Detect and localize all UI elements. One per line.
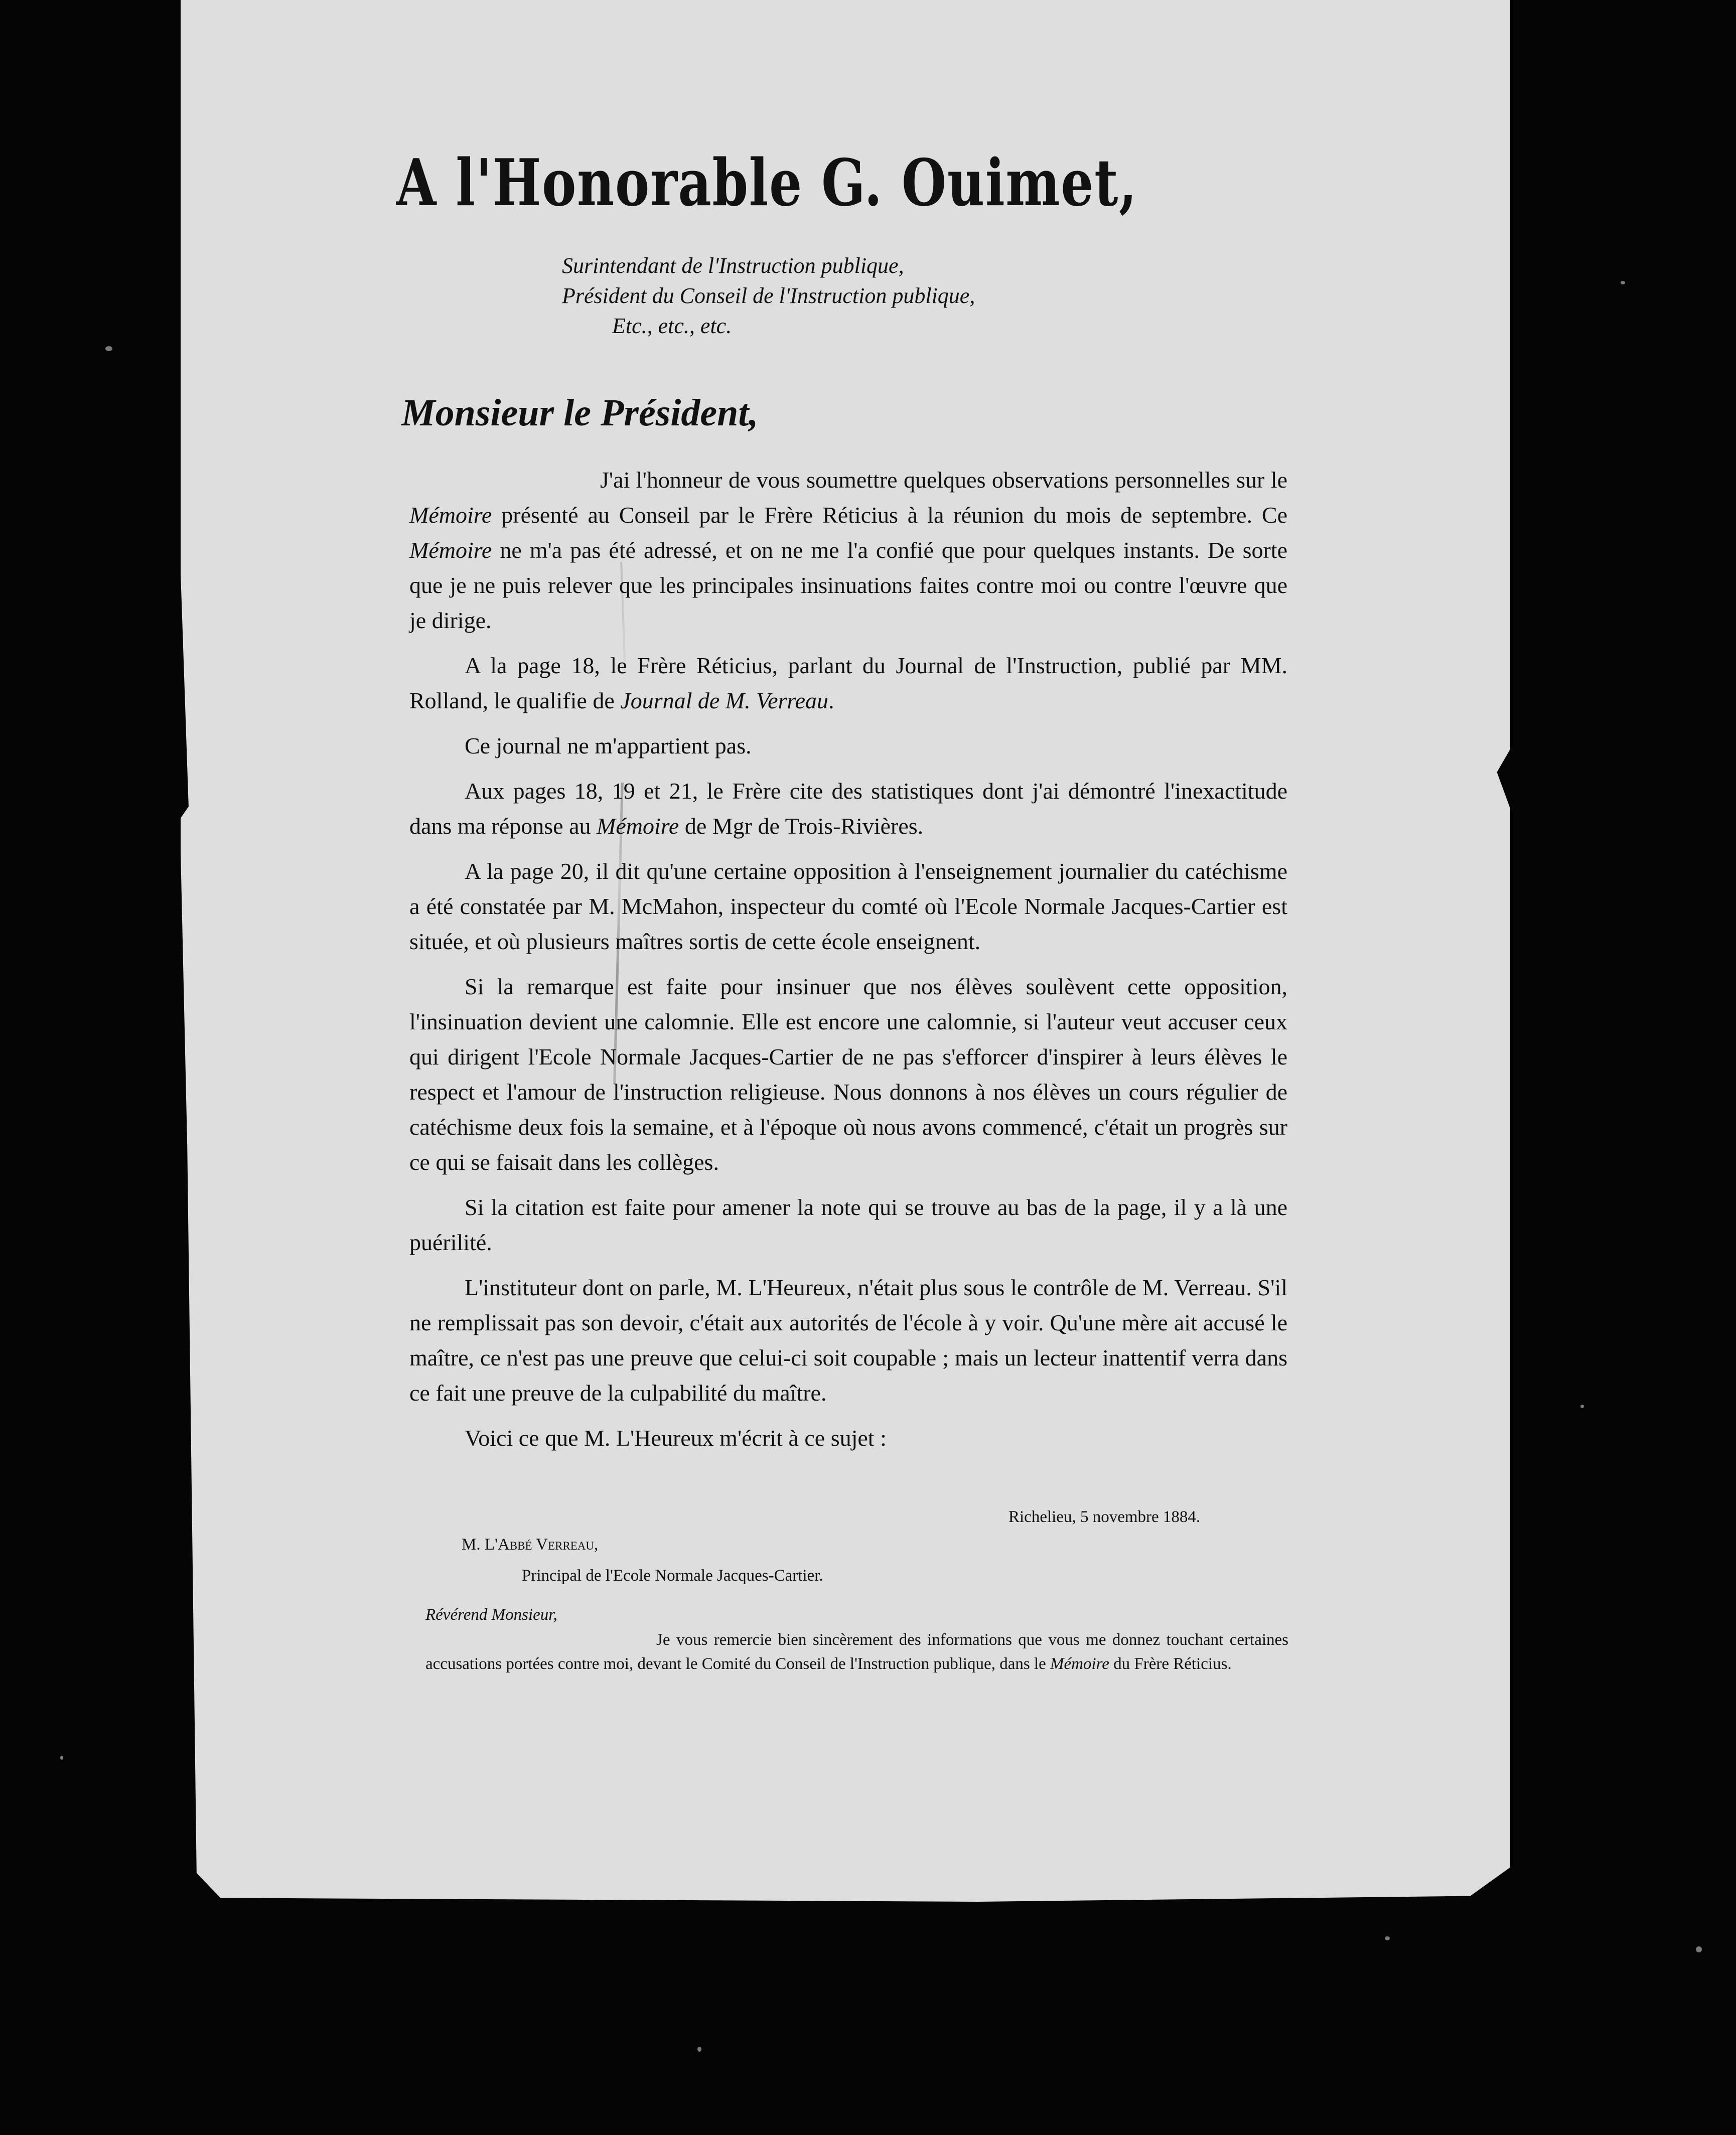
quoted-letter-salutation: Révérend Monsieur, xyxy=(425,1606,557,1624)
text-run: de Mgr de Trois-Rivières. xyxy=(679,813,924,839)
quoted-letter-addressee: M. L'Abbé Verreau, xyxy=(462,1536,599,1554)
paragraph xyxy=(409,728,1287,764)
paragraph xyxy=(409,1421,1287,1456)
paragraph xyxy=(409,1270,1287,1411)
paragraph xyxy=(409,969,1287,1180)
title-line: Etc., etc., etc. xyxy=(612,314,732,338)
paragraph xyxy=(409,648,1287,718)
text-run: Voici ce que M. L'Heureux m'écrit à ce sujet : xyxy=(465,1425,887,1451)
text-run: Ce journal ne m'appartient pas. xyxy=(465,733,752,758)
text-run: A la page 20, il dit qu'une certaine opposition à l'enseignement journalier du catéchisme a été constatée par M. McMahon, inspecteur du comté où l'Ecole Normale Jacques-Cartier est située, et où plusieurs maîtres sortis de cette école enseignent. xyxy=(409,858,1287,954)
dust-speck xyxy=(1621,281,1625,284)
italic-title: Mémoire xyxy=(597,813,679,839)
quoted-letter-body xyxy=(425,1628,1288,1676)
dust-speck xyxy=(1385,1936,1390,1940)
paragraph xyxy=(409,774,1287,844)
text-run: du Frère Réticius. xyxy=(1109,1655,1232,1673)
text-run: ne m'a pas été adressé, et on ne me l'a confié que pour quelques instants. De sorte que je ne puis relever que les principales insinuations faites contre moi ou contre l'œuvre que je dirige. xyxy=(409,537,1287,633)
quoted-letter-date: Richelieu, 5 novembre 1884. xyxy=(1008,1508,1201,1526)
text-run: J'ai l'honneur de vous soumettre quelques observations personnelles sur le xyxy=(600,467,1287,493)
addressee-titles xyxy=(562,251,975,341)
text-run: Si la citation est faite pour amener la note qui se trouve au bas de la page, il y a là une puérilité. xyxy=(409,1194,1287,1255)
text-run: présenté au Conseil par le Frère Réticius à la réunion du mois de septembre. Ce xyxy=(492,502,1287,528)
italic-title: Mémoire xyxy=(409,537,492,563)
paragraph xyxy=(409,463,1287,638)
italic-title: Mémoire xyxy=(1050,1655,1109,1673)
text-run: Si la remarque est faite pour insinuer que nos élèves soulèvent cette opposition, l'insinuation devient une calomnie. Elle est encore une calomnie, si l'auteur veut accuser ceux qui dirigent l'Ecole Normale Jacques-Cartier de ne pas s'efforcer d'inspirer à leurs élèves le respect et l'amour de l'instruction religieuse. Nous donnons à nos élèves un cours régulier de catéchisme deux fois la semaine, et à l'époque où nous avons commencé, c'était un progrès sur ce qui se faisait dans les collèges. xyxy=(409,974,1287,1175)
italic-title: Journal de M. Verreau xyxy=(620,688,829,713)
dust-speck xyxy=(1580,1405,1584,1408)
text-run: Je vous remercie bien sincèrement des informations que vous me donnez touchant certaines accusations portées contre moi, devant le Comité du Conseil de l'Instruction publique, dans le xyxy=(425,1631,1288,1673)
paragraph xyxy=(409,854,1287,959)
title-line: Surintendant de l'Instruction publique, xyxy=(562,253,904,278)
text-run: Aux pages 18, 19 et 21, le Frère cite des statistiques dont j'ai démontré l'inexactitude dans ma réponse au xyxy=(409,778,1287,839)
letter-body xyxy=(409,463,1287,1466)
dust-speck xyxy=(105,346,112,351)
text-run: L'instituteur dont on parle, M. L'Heureux, n'était plus sous le contrôle de M. Verreau. S'il ne remplissait pas son devoir, c'était aux autorités de l'école à y voir. Qu'une mère ait accusé le maître, ce n'est pas une preuve que celui-ci soit coupable ; mais un lecteur inattentif verra dans ce fait une preuve de la culpabilité du maître. xyxy=(409,1275,1287,1406)
dust-speck xyxy=(1696,1946,1702,1952)
dust-speck xyxy=(697,2047,701,2052)
title-line: Président du Conseil de l'Instruction publique, xyxy=(562,283,975,308)
text-run: A la page 18, le Frère Réticius, parlant du Journal de l'Instruction, publié par MM. Rolland, le qualifie de xyxy=(409,653,1287,713)
text-run: . xyxy=(828,688,834,713)
greeting: Monsieur le Président, xyxy=(401,392,759,434)
addressee-heading: A l'Honorable G. Ouimet, xyxy=(396,145,1138,221)
quoted-letter-addressee-title: Principal de l'Ecole Normale Jacques-Cartier. xyxy=(522,1567,823,1585)
dust-speck xyxy=(60,1756,63,1760)
paragraph xyxy=(409,1190,1287,1260)
italic-title: Mémoire xyxy=(409,502,492,528)
